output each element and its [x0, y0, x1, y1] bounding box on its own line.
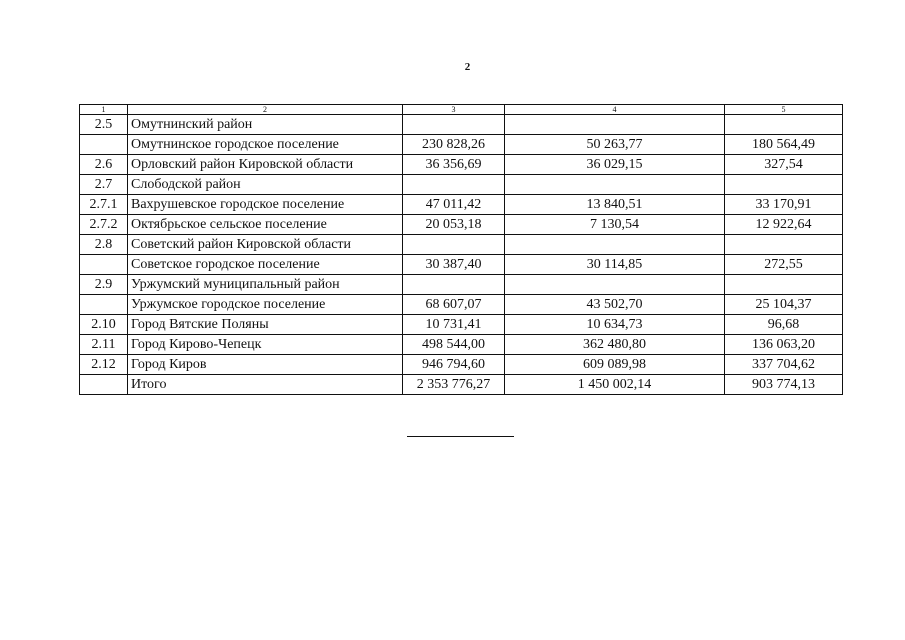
row-name: Уржумский муниципальный район	[128, 275, 403, 295]
row-number: 2.7	[80, 175, 128, 195]
row-name: Омутнинское городское поселение	[128, 135, 403, 155]
row-value-col5: 96,68	[725, 315, 843, 335]
row-value-col3: 36 356,69	[403, 155, 505, 175]
row-number: 2.7.2	[80, 215, 128, 235]
row-value-col3	[403, 175, 505, 195]
table-row	[80, 195, 843, 215]
row-value-col5	[725, 235, 843, 255]
row-value-col3: 47 011,42	[403, 195, 505, 215]
row-value-col5: 903 774,13	[725, 375, 843, 395]
row-value-col4: 13 840,51	[505, 195, 725, 215]
table-row	[80, 275, 843, 295]
table-row	[80, 355, 843, 375]
end-rule-divider	[407, 436, 514, 437]
column-header: 4	[505, 105, 725, 115]
row-value-col3: 2 353 776,27	[403, 375, 505, 395]
column-header: 3	[403, 105, 505, 115]
row-value-col4	[505, 175, 725, 195]
row-value-col5: 12 922,64	[725, 215, 843, 235]
row-value-col3: 20 053,18	[403, 215, 505, 235]
row-name: Орловский район Кировской области	[128, 155, 403, 175]
row-value-col5	[725, 275, 843, 295]
row-value-col3: 68 607,07	[403, 295, 505, 315]
row-value-col4	[505, 115, 725, 135]
row-value-col3: 30 387,40	[403, 255, 505, 275]
row-value-col4: 10 634,73	[505, 315, 725, 335]
row-number: 2.5	[80, 115, 128, 135]
row-number: 2.7.1	[80, 195, 128, 215]
row-value-col3: 498 544,00	[403, 335, 505, 355]
row-name: Город Кирово-Чепецк	[128, 335, 403, 355]
table-row	[80, 175, 843, 195]
row-number: 2.11	[80, 335, 128, 355]
row-number	[80, 255, 128, 275]
table-row	[80, 215, 843, 235]
row-value-col4: 30 114,85	[505, 255, 725, 275]
data-table	[79, 104, 843, 395]
row-number: 2.12	[80, 355, 128, 375]
row-value-col5	[725, 175, 843, 195]
row-value-col5	[725, 115, 843, 135]
row-value-col5: 136 063,20	[725, 335, 843, 355]
table-row	[80, 295, 843, 315]
row-value-col5: 327,54	[725, 155, 843, 175]
row-value-col4: 7 130,54	[505, 215, 725, 235]
table-row	[80, 135, 843, 155]
row-number: 2.6	[80, 155, 128, 175]
table-row	[80, 255, 843, 275]
row-value-col4	[505, 275, 725, 295]
row-number	[80, 135, 128, 155]
row-name: Советский район Кировской области	[128, 235, 403, 255]
table-row	[80, 155, 843, 175]
row-value-col3	[403, 235, 505, 255]
row-number	[80, 375, 128, 395]
row-value-col3: 10 731,41	[403, 315, 505, 335]
row-value-col3: 946 794,60	[403, 355, 505, 375]
table-header-row	[80, 105, 843, 115]
total-row	[80, 375, 843, 395]
row-name: Октябрьское сельское поселение	[128, 215, 403, 235]
row-name: Итого	[128, 375, 403, 395]
row-value-col5: 337 704,62	[725, 355, 843, 375]
column-header: 5	[725, 105, 843, 115]
page-number: 2	[464, 61, 471, 73]
row-name: Советское городское поселение	[128, 255, 403, 275]
row-value-col5: 180 564,49	[725, 135, 843, 155]
row-name: Уржумское городское поселение	[128, 295, 403, 315]
table-row	[80, 335, 843, 355]
row-value-col5: 25 104,37	[725, 295, 843, 315]
row-value-col3	[403, 115, 505, 135]
row-value-col4: 609 089,98	[505, 355, 725, 375]
row-value-col3	[403, 275, 505, 295]
row-number: 2.8	[80, 235, 128, 255]
column-header: 2	[128, 105, 403, 115]
row-number: 2.9	[80, 275, 128, 295]
row-value-col5: 272,55	[725, 255, 843, 275]
row-value-col4	[505, 235, 725, 255]
column-header: 1	[80, 105, 128, 115]
row-name: Город Киров	[128, 355, 403, 375]
row-value-col4: 43 502,70	[505, 295, 725, 315]
row-number: 2.10	[80, 315, 128, 335]
table-row	[80, 115, 843, 135]
row-value-col4: 1 450 002,14	[505, 375, 725, 395]
row-value-col3: 230 828,26	[403, 135, 505, 155]
row-name: Омутнинский район	[128, 115, 403, 135]
row-name: Вахрушевское городское поселение	[128, 195, 403, 215]
table-row	[80, 315, 843, 335]
row-value-col4: 36 029,15	[505, 155, 725, 175]
row-name: Город Вятские Поляны	[128, 315, 403, 335]
row-name: Слободской район	[128, 175, 403, 195]
row-value-col4: 362 480,80	[505, 335, 725, 355]
row-value-col4: 50 263,77	[505, 135, 725, 155]
row-value-col5: 33 170,91	[725, 195, 843, 215]
row-number	[80, 295, 128, 315]
table-row	[80, 235, 843, 255]
